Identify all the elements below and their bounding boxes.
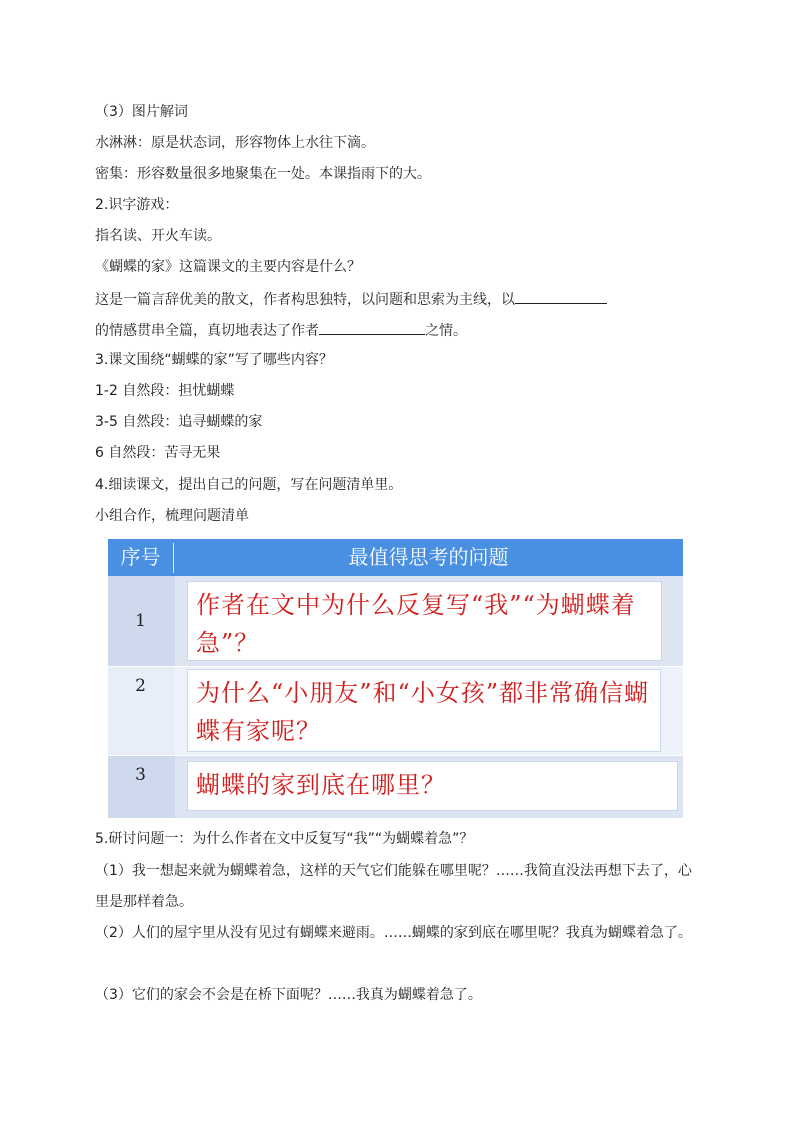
word-explanation-1: 水淋淋：原是状态词，形容物体上水往下滴。 xyxy=(95,135,375,151)
word-explanation-2: 密集：形容数量很多地聚集在一处。本课指雨下的大。 xyxy=(95,166,431,182)
content-item-1: 1-2 自然段：担忧蝴蝶 xyxy=(95,383,235,399)
question-text: 蝴蝶的家到底在哪里？ xyxy=(187,761,678,811)
section-5-heading: 5.研讨问题一：为什么作者在文中反复写“我”“为蝴蝶着急”？ xyxy=(95,831,474,847)
section-4-heading: 4.细读课文，提出自己的问题，写在问题清单里。 xyxy=(95,477,403,493)
fill-blank-2[interactable] xyxy=(319,319,425,335)
table-row xyxy=(108,576,683,666)
content-item-3: 6 自然段：苦寻无果 xyxy=(95,445,221,461)
quote-2: （2）人们的屋宇里从没有见过有蝴蝶来避雨。……蝴蝶的家到底在哪里呢？我真为蝴蝶着急了。 xyxy=(95,925,692,941)
quote-1: （1）我一想起来就为蝴蝶着急，这样的天气它们能躲在哪里呢？……我简直没法再想下去了，心里是那样着急。 xyxy=(95,863,692,910)
question-list-table xyxy=(108,539,683,818)
answer-line-2 xyxy=(95,319,467,341)
reading-method: 指名读、开火车读。 xyxy=(95,228,221,244)
header-number: 序号 xyxy=(120,545,161,569)
row-divider xyxy=(108,666,683,667)
question-text: 作者在文中为什么反复写“我”“为蝴蝶着急”？ xyxy=(187,581,662,661)
answer-text-1: 这是一篇言辞优美的散文，作者构思独特，以问题和思索为主线，以 xyxy=(95,292,515,308)
section-2-heading: 2.识字游戏： xyxy=(95,197,179,213)
row-number: 1 xyxy=(135,611,146,631)
row-number: 2 xyxy=(135,676,146,696)
question-text: 为什么“小朋友”和“小女孩”都非常确信蝴蝶有家呢？ xyxy=(187,669,661,752)
row-divider xyxy=(108,755,683,756)
fill-blank-1[interactable] xyxy=(515,288,607,304)
answer-text-2: 的情感贯串全篇，真切地表达了作者 xyxy=(95,323,319,339)
table-row xyxy=(108,755,683,818)
main-content-question: 《蝴蝶的家》这篇课文的主要内容是什么？ xyxy=(95,259,361,275)
answer-line-1 xyxy=(95,288,607,310)
header-question: 最值得思考的问题 xyxy=(348,545,509,569)
quote-3: （3）它们的家会不会是在桥下面呢？……我真为蝴蝶着急了。 xyxy=(95,987,482,1003)
table-row xyxy=(108,666,683,755)
answer-text-3: 之情。 xyxy=(425,323,467,339)
section-3b-heading: 3.课文围绕“蝴蝶的家”写了哪些内容？ xyxy=(95,352,333,368)
section-4-subheading: 小组合作，梳理问题清单 xyxy=(95,508,249,524)
content-item-2: 3-5 自然段：追寻蝴蝶的家 xyxy=(95,414,263,430)
section-3-heading: （3）图片解词 xyxy=(95,104,188,120)
table-header xyxy=(108,539,683,576)
row-number: 3 xyxy=(135,765,146,785)
